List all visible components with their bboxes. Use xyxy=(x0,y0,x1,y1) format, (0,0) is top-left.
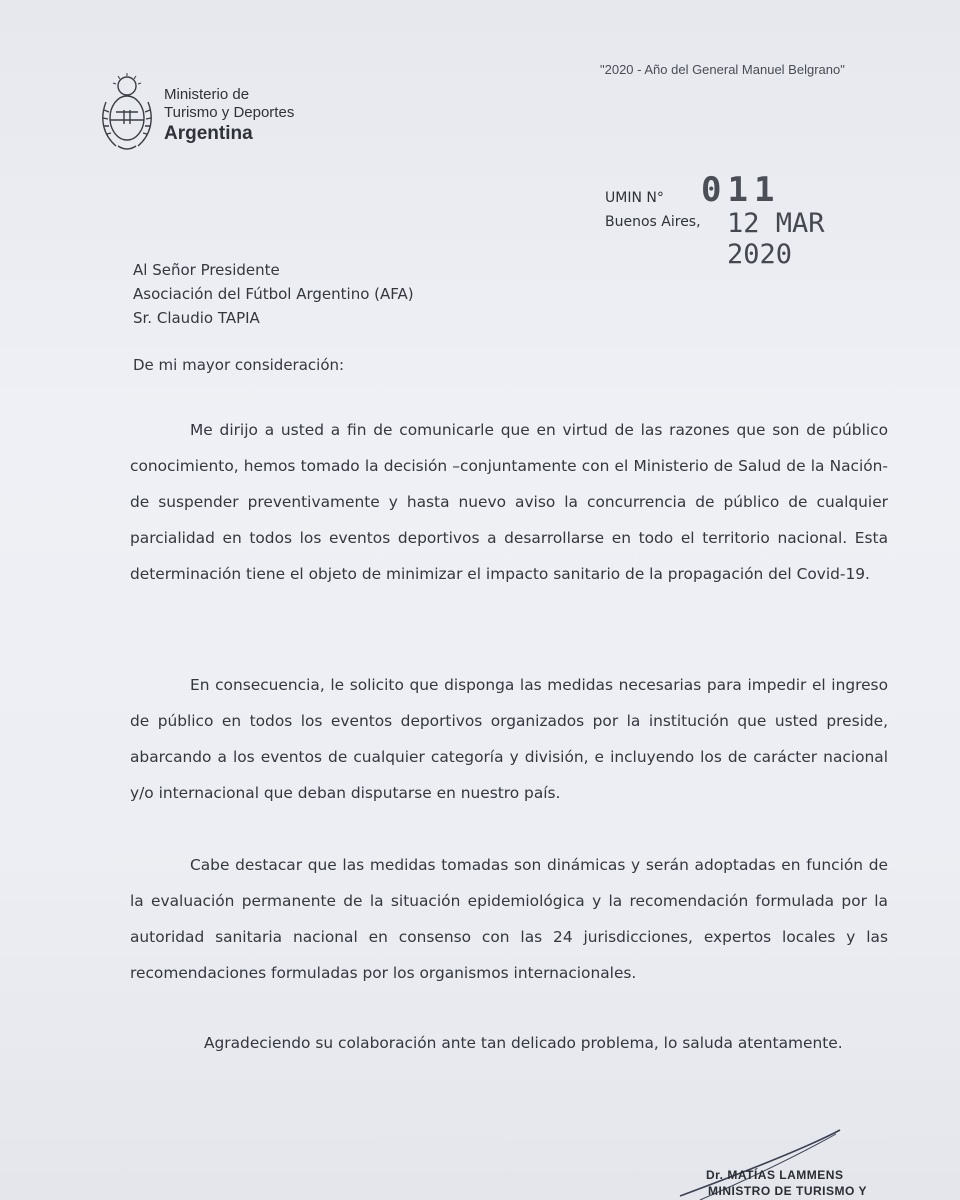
umin-label: UMIN N° xyxy=(605,190,664,206)
signatory-role: MINISTRO DE TURISMO Y xyxy=(708,1184,867,1198)
city-label: Buenos Aires, xyxy=(605,214,701,230)
date-stamp: 12 MAR 2020 xyxy=(727,208,825,270)
signature-block xyxy=(640,1110,960,1200)
year-motto: "2020 - Año del General Manuel Belgrano" xyxy=(600,62,845,77)
reference-block xyxy=(605,170,905,270)
body-paragraph-3: Cabe destacar que las medidas tomadas son dinámicas y serán adoptadas en función de la evaluación permanente de la situación epidemiológica y la recomendación formulada por la autoridad sanitaria nacional en consenso con las 24 jurisdicciones, expertos locales y las recomendaciones formuladas por los organismos internacionales. xyxy=(130,856,888,982)
body-paragraph-2: En consecuencia, le solicito que disponga las medidas necesarias para impedir el ingreso de público en todos los eventos deportivos organizados por la institución que usted preside, abarcando a los eventos de cualquier categoría y división, e incluyendo los de carácter nacional y/o internacional que deban disputarse en nuestro país. xyxy=(130,676,888,802)
addressee-line-2: Asociación del Fútbol Argentino (AFA) xyxy=(133,285,414,303)
addressee-line-1: Al Señor Presidente xyxy=(133,261,280,279)
closing-line: Agradeciendo su colaboración ante tan delicado problema, lo saluda atentamente. xyxy=(204,1034,843,1052)
coat-of-arms-icon xyxy=(100,72,154,152)
signatory-name: Dr. MATÍAS LAMMENS xyxy=(706,1168,844,1182)
body-paragraph-1: Me dirijo a usted a fin de comunicarle que en virtud de las razones que son de público conocimiento, hemos tomado la decisión –conjuntamente con el Ministerio de Salud de la Nación- de suspender preventivamente y hasta nuevo aviso la concurrencia de público de cualquier parcialidad en todos los eventos deportivos a desarrollarse en todo el territorio nacional. Esta determinación tiene el objeto de minimizar el impacto sanitario de la propagación del Covid-19. xyxy=(130,421,888,583)
umin-number-stamp: 011 xyxy=(701,170,781,210)
addressee-line-3: Sr. Claudio TAPIA xyxy=(133,309,260,327)
ministry-name xyxy=(164,86,294,146)
salutation: De mi mayor consideración: xyxy=(133,356,345,374)
addressee-block xyxy=(133,258,414,330)
ministry-header xyxy=(100,72,440,162)
ministry-line-1: Ministerio de xyxy=(164,86,250,103)
ministry-line-2: Turismo y Deportes xyxy=(164,104,295,121)
ministry-line-3: Argentina xyxy=(164,123,253,144)
